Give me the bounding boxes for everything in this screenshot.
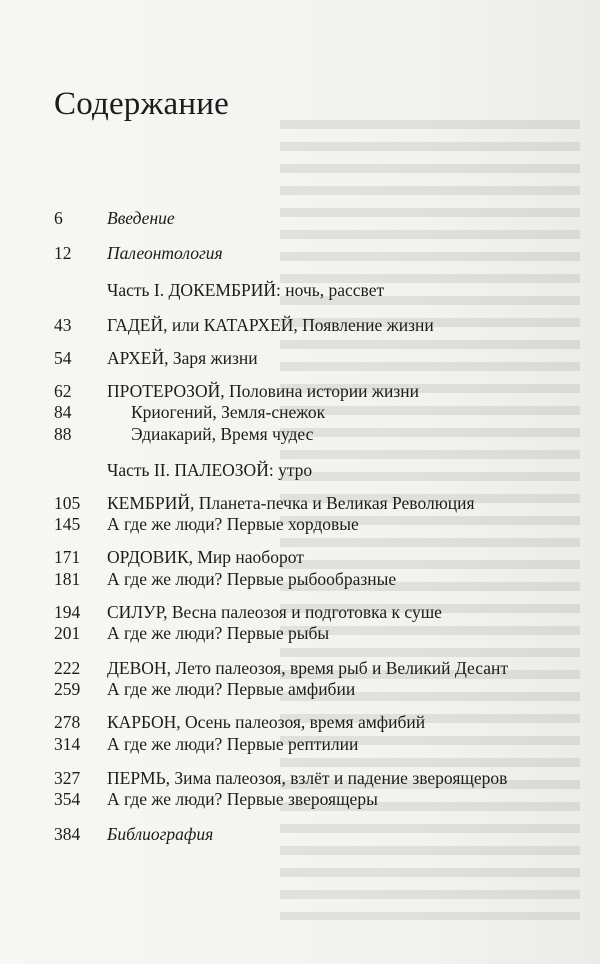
toc-entry: А где же люди? Первые рыбы bbox=[107, 623, 330, 643]
toc-page-number: 354 bbox=[54, 789, 81, 809]
toc-entry: КЕМБРИЙ, Планета-печка и Великая Революция bbox=[107, 493, 475, 513]
toc-page-number: 194 bbox=[54, 602, 81, 622]
toc-entry: ДЕВОН, Лето палеозоя, время рыб и Великий Десант bbox=[107, 658, 509, 678]
toc-entry: СИЛУР, Весна палеозоя и подготовка к суше bbox=[107, 602, 442, 622]
toc-entry: ОРДОВИК, Мир наоборот bbox=[107, 547, 304, 567]
toc-page-number: 54 bbox=[54, 348, 72, 368]
toc-page-number: 314 bbox=[54, 734, 81, 754]
toc-page-number: 384 bbox=[54, 824, 81, 844]
toc-entry: А где же люди? Первые хордовые bbox=[107, 514, 359, 534]
toc-entry: Эдиакарий, Время чудес bbox=[131, 424, 314, 444]
toc-entry: ГАДЕЙ, или КАТАРХЕЙ, Появление жизни bbox=[107, 315, 434, 335]
toc-entry: Часть II. ПАЛЕОЗОЙ: утро bbox=[107, 460, 313, 480]
toc-page-number: 222 bbox=[54, 658, 81, 678]
toc-entry: А где же люди? Первые рептилии bbox=[107, 734, 359, 754]
toc-page-number: 145 bbox=[54, 514, 81, 534]
toc-page-number: 6 bbox=[54, 208, 63, 228]
toc-page-number: 181 bbox=[54, 569, 81, 589]
toc-entry: Библиография bbox=[107, 824, 214, 844]
toc-entry: Часть I. ДОКЕМБРИЙ: ночь, рассвет bbox=[107, 280, 385, 300]
toc-entry: А где же люди? Первые амфибии bbox=[107, 679, 356, 699]
toc-entry: А где же люди? Первые звероящеры bbox=[107, 789, 378, 809]
toc-page-number: 43 bbox=[54, 315, 72, 335]
toc-page-number: 259 bbox=[54, 679, 81, 699]
toc-entry: АРХЕЙ, Заря жизни bbox=[107, 348, 258, 368]
toc-page-number: 12 bbox=[54, 243, 72, 263]
toc-page-number: 171 bbox=[54, 547, 81, 567]
toc-page-number: 62 bbox=[54, 381, 72, 401]
toc-entry: Криогений, Земля-снежок bbox=[131, 402, 326, 422]
toc-entry: КАРБОН, Осень палеозоя, время амфибий bbox=[107, 712, 426, 732]
toc-page-number: 105 bbox=[54, 493, 81, 513]
page-title: Содержание bbox=[54, 86, 229, 122]
toc-entry: А где же люди? Первые рыбообразные bbox=[107, 569, 397, 589]
toc-page-number: 84 bbox=[54, 402, 72, 422]
toc-page-number: 201 bbox=[54, 623, 81, 643]
toc-entry: ПРОТЕРОЗОЙ, Половина истории жизни bbox=[107, 381, 420, 401]
toc-entry: ПЕРМЬ, Зима палеозоя, взлёт и падение звероящеров bbox=[107, 768, 508, 788]
toc-page-number: 88 bbox=[54, 424, 72, 444]
toc-entry: Палеонтология bbox=[107, 243, 223, 263]
toc-entry: Введение bbox=[107, 208, 175, 228]
toc-page-number: 278 bbox=[54, 712, 81, 732]
toc-page-number: 327 bbox=[54, 768, 81, 788]
